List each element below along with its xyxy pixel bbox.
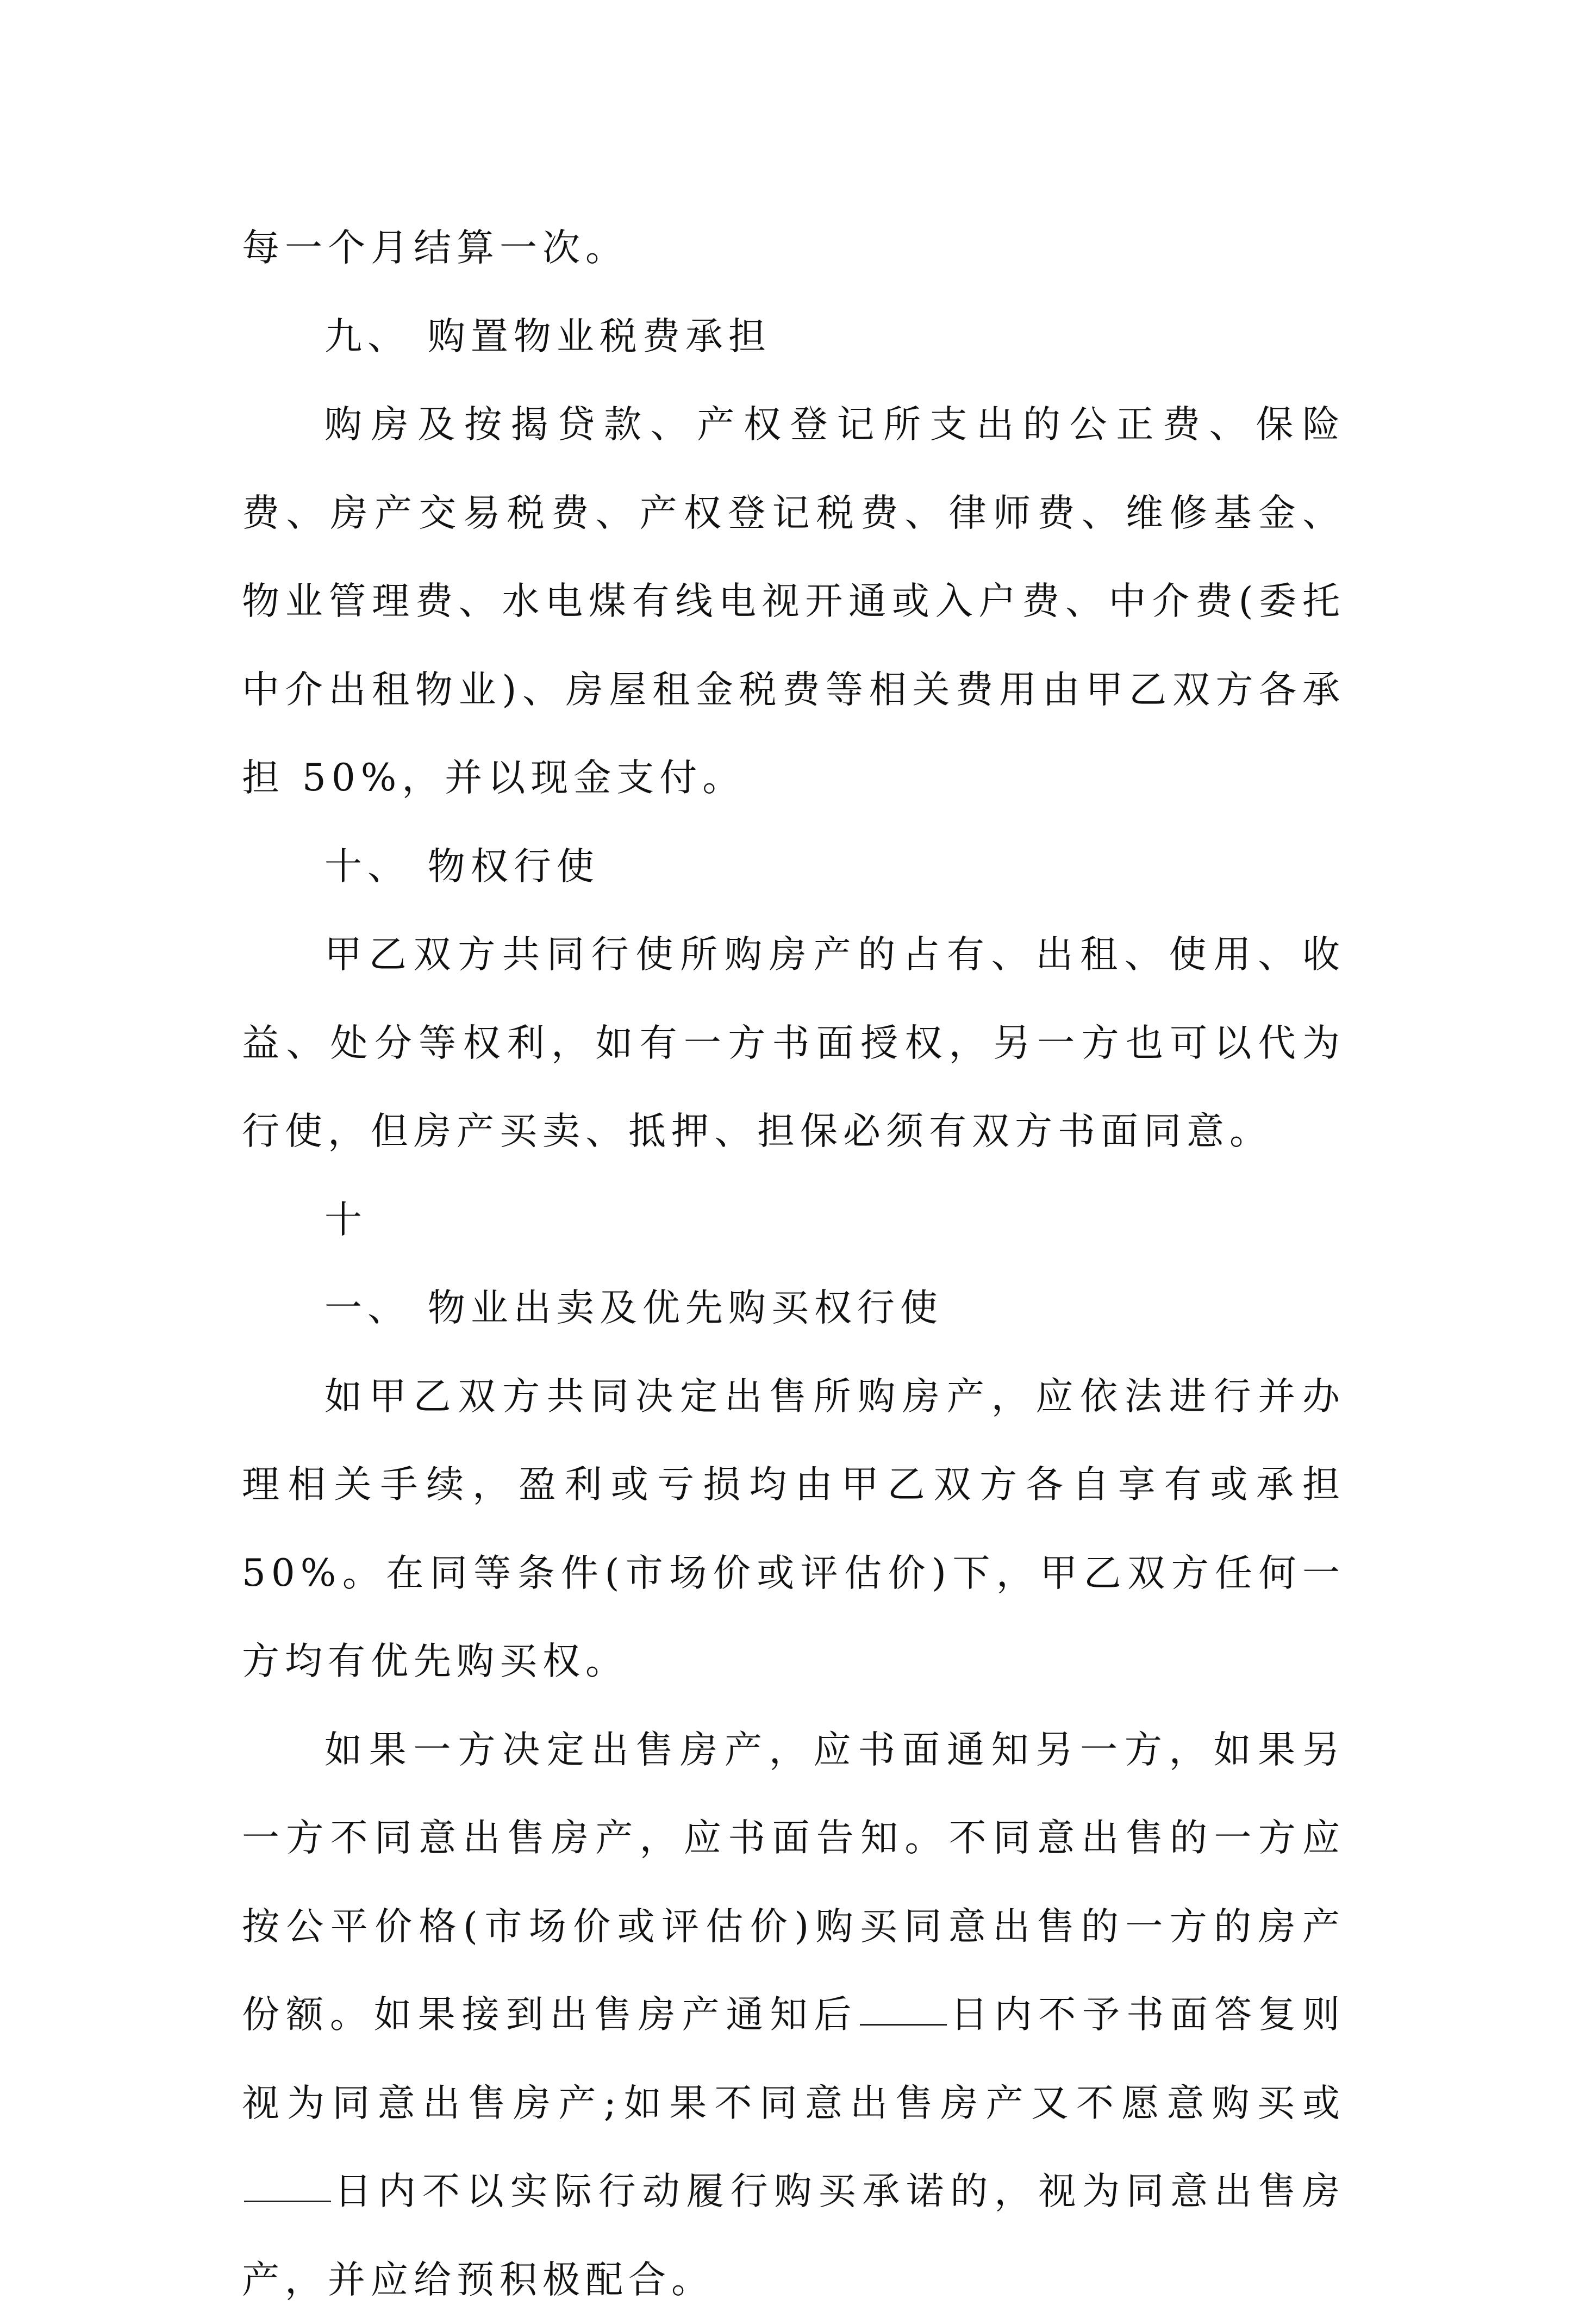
paragraph-tax-costs: 购房及按揭贷款、产权登记所支出的公正费、保险费、房产交易税费、产权登记税费、律师费、维修基金、物业管理费、水电煤有线电视开通或入户费、中介费(委托中介出租物业)、房屋租金税费等相关费用由甲乙双方各承担 50%，并以现金支付。 xyxy=(242,381,1345,823)
preemption-text-3: 日内不以实际行动履行购买承诺的，视为同意出售房产，并应给预积极配合。 xyxy=(242,2170,1345,2302)
section-heading-11-number: 十 xyxy=(242,1176,1345,1264)
preemption-text-2: 日内不予书面答复则视为同意出售房产;如果不同意出售房产又不愿意购买或 xyxy=(242,1993,1345,2125)
section-heading-11: 一、 物业出卖及优先购买权行使 xyxy=(242,1264,1345,1353)
paragraph-preemption xyxy=(242,1706,1345,2324)
preemption-text-1: 如果一方决定出售房产，应书面通知另一方，如果另一方不同意出售房产，应书面告知。不同意出售的一方应按公平价格(市场价或评估价)购买同意出售的一方的房产份额。如果接到出售房产通知后 xyxy=(242,1728,1345,2037)
fill-in-blank-days-2 xyxy=(244,2200,331,2202)
paragraph-property-rights: 甲乙双方共同行使所购房产的占有、出租、使用、收益、处分等权利，如有一方书面授权，另一方也可以代为行使，但房产买卖、抵押、担保必须有双方书面同意。 xyxy=(242,911,1345,1176)
paragraph-settlement: 每一个月结算一次。 xyxy=(242,204,1345,292)
document-body xyxy=(242,204,1345,2324)
paragraph-joint-sale: 如甲乙双方共同决定出售所购房产，应依法进行并办理相关手续，盈利或亏损均由甲乙双方各自享有或承担 50%。在同等条件(市场价或评估价)下，甲乙双方任何一方均有优先购买权。 xyxy=(242,1353,1345,1706)
section-heading-10: 十、 物权行使 xyxy=(242,823,1345,911)
section-heading-9: 九、 购置物业税费承担 xyxy=(242,292,1345,381)
fill-in-blank-days-1 xyxy=(860,2023,947,2026)
